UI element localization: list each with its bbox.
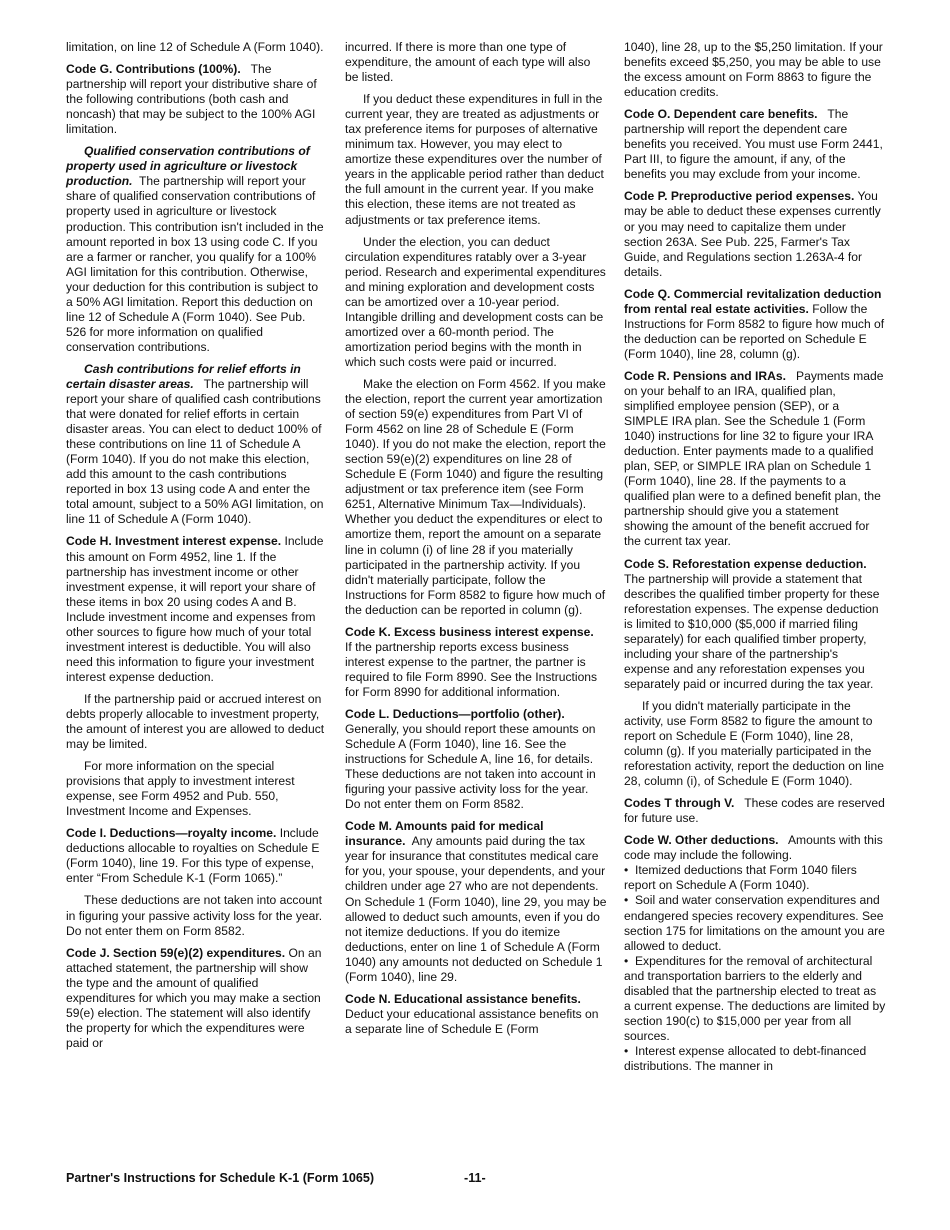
column-1 [66, 40, 328, 1051]
code-l-section [345, 707, 607, 812]
qualified-conservation-paragraph [66, 144, 328, 355]
code-l-heading: Code L. Deductions—portfolio (other). [345, 706, 565, 721]
code-m-heading: Code M. Amounts paid for medical insurance. [345, 819, 544, 849]
bullet-text: Soil and water conservation expenditures and endangered species recovery expenditures. See section 175 for limitations on the amount you are allowed to deduct. [624, 893, 885, 953]
code-j-heading: Code J. Section 59(e)(2) expenditures. [66, 945, 286, 960]
code-l-text: Generally, you should report these amounts on Schedule A (Form 1040), line 16. See the instructions for Schedule A, line 16, for details. These deductions are not taken into account in figuring your passive activity loss for the year. Do not enter them on Form 8582. [345, 722, 596, 812]
bullet-item [624, 893, 886, 953]
bullet-icon: • [624, 1043, 629, 1058]
code-g-text: The partnership will report your distributive share of the following contributions (both cash and noncash) that may be subject to the 100% AGI limitation. [66, 62, 317, 137]
code-g-heading: Code G. Contributions (100%). [66, 62, 241, 77]
codes-t-v-text: These codes are reserved for future use. [624, 796, 885, 826]
code-p-text: You may be able to deduct these expenses currently or you may need to capitalize them under section 263A. See Pub. 225, Farmer's Tax Guide, and Regulations section 1.263A-4 for details. [624, 189, 881, 279]
paragraph: Under the election, you can deduct circulation expenditures ratably over a 3-year period. Research and experimental expenditures and mining exploration and development costs can be amortized over a 10-year period. Intangible drilling and development costs can be amortized over a 60-month period. The amortization period begins with the month in which such costs were paid or incurred. [345, 234, 606, 369]
code-h-heading: Code H. Investment interest expense. [66, 534, 282, 549]
bullet-icon: • [624, 863, 629, 878]
code-j-text: On an attached statement, the partnership will show the type and the amount of qualified expenditures for which you may make a section 59(e) election. The statement will also identify the property for which the expenditures were paid or [66, 945, 322, 1050]
code-w-section [624, 833, 886, 863]
code-j-section [66, 946, 328, 1051]
code-q-heading: Code Q. Commercial revitalization deduction from rental real estate activities. [624, 286, 882, 316]
bullet-item [624, 954, 886, 1044]
code-k-heading: Code K. Excess business interest expense. [345, 624, 594, 639]
bullet-text: Interest expense allocated to debt-financed distributions. The manner in [624, 1043, 867, 1073]
column-3 [624, 40, 886, 1074]
codes-t-v-heading: Codes T through V. [624, 796, 735, 811]
paragraph: For more information on the special provisions that apply to investment interest expense, see Form 4952 and Pub. 550, Investment Income and Expenses. [66, 759, 295, 819]
footer-title: Partner's Instructions for Schedule K-1 (Form 1065) [66, 1171, 375, 1185]
qualified-conservation-heading: Qualified conservation contributions of property used in agriculture or livestock production. [66, 144, 310, 189]
paragraph: These deductions are not taken into account in figuring your passive activity loss for the year. Do not enter them on Form 8582. [66, 893, 323, 938]
code-w-text: Amounts with this code may include the following. [624, 833, 883, 863]
code-h-text: Include this amount on Form 4952, line 1. If the partnership has investment income or other investment expense, it will report your share of these items in box 20 using codes A and B. Include investment income and expenses from other sources to figure how much of your total investment interest is deductible. You will also need this information to figure your investment interest expense deduction. [66, 534, 324, 684]
paragraph: Make the election on Form 4562. If you make the election, report the current year amortization of section 59(e) expenditures from Part VI of Form 4562 on line 28 of Schedule E (Form 1040). If you do not make the election, report the section 59(e)(2) expenditures on line 28 of Schedule E (Form 1040) and figure the resulting adjustment or tax preference item (see Form 6251, Alternative Minimum Tax—Individuals). Whether you deduct the expenditures or elect to amortize them, report the amount on a separate line in column (i) of line 28 if you materially participated in the partnership activity. If you didn't materially participate, follow the Instructions for Form 8582 to figure how much of the deduction can be reported in column (g). [345, 376, 606, 617]
bullet-text: Itemized deductions that Form 1040 filers report on Schedule A (Form 1040). [624, 863, 857, 893]
code-k-text: If the partnership reports excess business interest expense to the partner, the partner is required to file Form 8990. See the Instructions for Form 8990 for additional information. [345, 639, 598, 699]
code-n-heading: Code N. Educational assistance benefits. [345, 991, 581, 1006]
code-s-text: The partnership will provide a statement that describes the qualified timber property for these reforestation expenses. The expense deduction is limited to $10,000 ($5,000 if married filing separately) for each qualified timber property, including your share of the partnership's expense and any reforestation expenses you separately paid or incurred during the tax year. [624, 571, 880, 691]
code-o-text: The partnership will report the dependent care benefits you received. You must use Form 2441, Part III, to figure the amount, if any, of the benefits you may exclude from your income. [624, 107, 883, 182]
code-m-section [345, 819, 607, 985]
paragraph: limitation, on line 12 of Schedule A (Form 1040). [66, 40, 324, 54]
bullet-item [624, 863, 886, 893]
code-i-heading: Code I. Deductions—royalty income. [66, 826, 277, 841]
column-2 [345, 40, 607, 1037]
code-s-heading: Code S. Reforestation expense deduction. [624, 556, 867, 571]
paragraph: If the partnership paid or accrued interest on debts properly allocable to investment property, the amount of interest you are allowed to deduct may be limited. [66, 691, 325, 752]
codes-t-v-section [624, 796, 886, 826]
code-r-text: Payments made on your behalf to an IRA, qualified plan, simplified employee pension (SEP), or a SIMPLE IRA plan. See the Schedule 1 (Form 1040) instructions for line 32 to figure your IRA deduction. Enter payments made to a qualified plan, SEP, or SIMPLE IRA plan on Schedule 1 (Form 1040), line 28. If the payments to a qualified plan were to a defined benefit plan, the partnership should give you a statement showing the amount of the benefit accrued for the current tax year. [624, 368, 884, 549]
qualified-conservation-text: The partnership will report your share of qualified conservation contributions of property used in agriculture or livestock production. This contribution isn't included in the amount reported in box 13 using code C. If you are a farmer or rancher, you qualify for a 100% AGI limitation for this contribution. Otherwise, your deduction for this contribution is subject to a 50% AGI limitation. Report this deduction on line 12 of Schedule A (Form 1040). See Pub. 526 for more information on qualified conservation contributions. [66, 174, 324, 354]
code-m-text: Any amounts paid during the tax year for insurance that constitutes medical care for you, your spouse, your dependents, and your children under age 27 who are not dependents. On Schedule 1 (Form 1040), line 29, you may be allowed to deduct such amounts, even if you do not itemize deductions. If you do itemize deductions, enter on line 1 of Schedule A (Form 1040) any amounts not deducted on Schedule 1 (Form 1040), line 29. [345, 834, 607, 984]
code-w-heading: Code W. Other deductions. [624, 833, 779, 848]
cash-contributions-paragraph [66, 362, 328, 528]
code-o-heading: Code O. Dependent care benefits. [624, 107, 818, 122]
code-q-section [624, 287, 886, 362]
code-h-section [66, 534, 328, 684]
code-n-text: Deduct your educational assistance benefits on a separate line of Schedule E (Form [345, 1006, 599, 1036]
code-o-section [624, 107, 886, 182]
code-s-section [624, 557, 886, 692]
code-k-section [345, 625, 607, 700]
bullet-text: Expenditures for the removal of architectural and transportation barriers to the elderly and disabled that the partnership elected to treat as a current expense. The deductions are limited by section 190(c) to $15,000 per year from all sources. [624, 953, 886, 1043]
page-number: -11- [464, 1171, 486, 1185]
bullet-item [624, 1044, 886, 1074]
bullet-icon: • [624, 953, 629, 968]
code-q-text: Follow the Instructions for Form 8582 to figure how much of the deduction can be reported on Schedule E (Form 1040), line 28, column (g). [624, 301, 885, 361]
bullet-icon: • [624, 893, 629, 908]
code-r-heading: Code R. Pensions and IRAs. [624, 368, 786, 383]
code-p-heading: Code P. Preproductive period expenses. [624, 189, 855, 204]
code-i-text: Include deductions allocable to royalties on Schedule E (Form 1040), line 19. For this type of expense, enter “From Schedule K-1 (Form 1065).” [66, 826, 320, 886]
cash-contributions-heading: Cash contributions for relief efforts in certain disaster areas. [66, 361, 301, 391]
paragraph: 1040), line 28, up to the $5,250 limitation. If your benefits exceed $5,250, you may be able to use the excess amount on Form 8863 to figure the education credits. [624, 40, 883, 100]
paragraph: If you deduct these expenditures in full in the current year, they are treated as adjustments or tax preference items for purposes of alternative minimum tax. However, you may elect to amortize these expenditures over the number of years in the applicable period rather than deduct the full amount in the current year. If you make this election, these items are not treated as adjustments or tax preference items. [345, 92, 604, 227]
paragraph: incurred. If there is more than one type of expenditure, the amount of each type will also be listed. [345, 40, 591, 85]
cash-contributions-text: The partnership will report your share of qualified cash contributions that were donated for relief efforts in certain disaster areas. You can elect to deduct 100% of these contributions on line 11 of Schedule A (Form 1040). If you do not make this election, add this amount to the cash contributions reported in box 13 using code A and enter the total amount, subject to a 50% AGI limitation, on line 11 of Schedule A (Form 1040). [66, 376, 324, 527]
code-i-section [66, 826, 328, 886]
code-g-section [66, 62, 328, 137]
code-r-section [624, 369, 886, 550]
code-p-section [624, 189, 886, 279]
paragraph: If you didn't materially participate in the activity, use Form 8582 to figure the amount to report on Schedule E (Form 1040), line 28, column (g). If you materially participated in the reforestation activity, report the deduction on line 28, column (i), of Schedule E (Form 1040). [624, 698, 884, 789]
code-n-section [345, 992, 607, 1037]
